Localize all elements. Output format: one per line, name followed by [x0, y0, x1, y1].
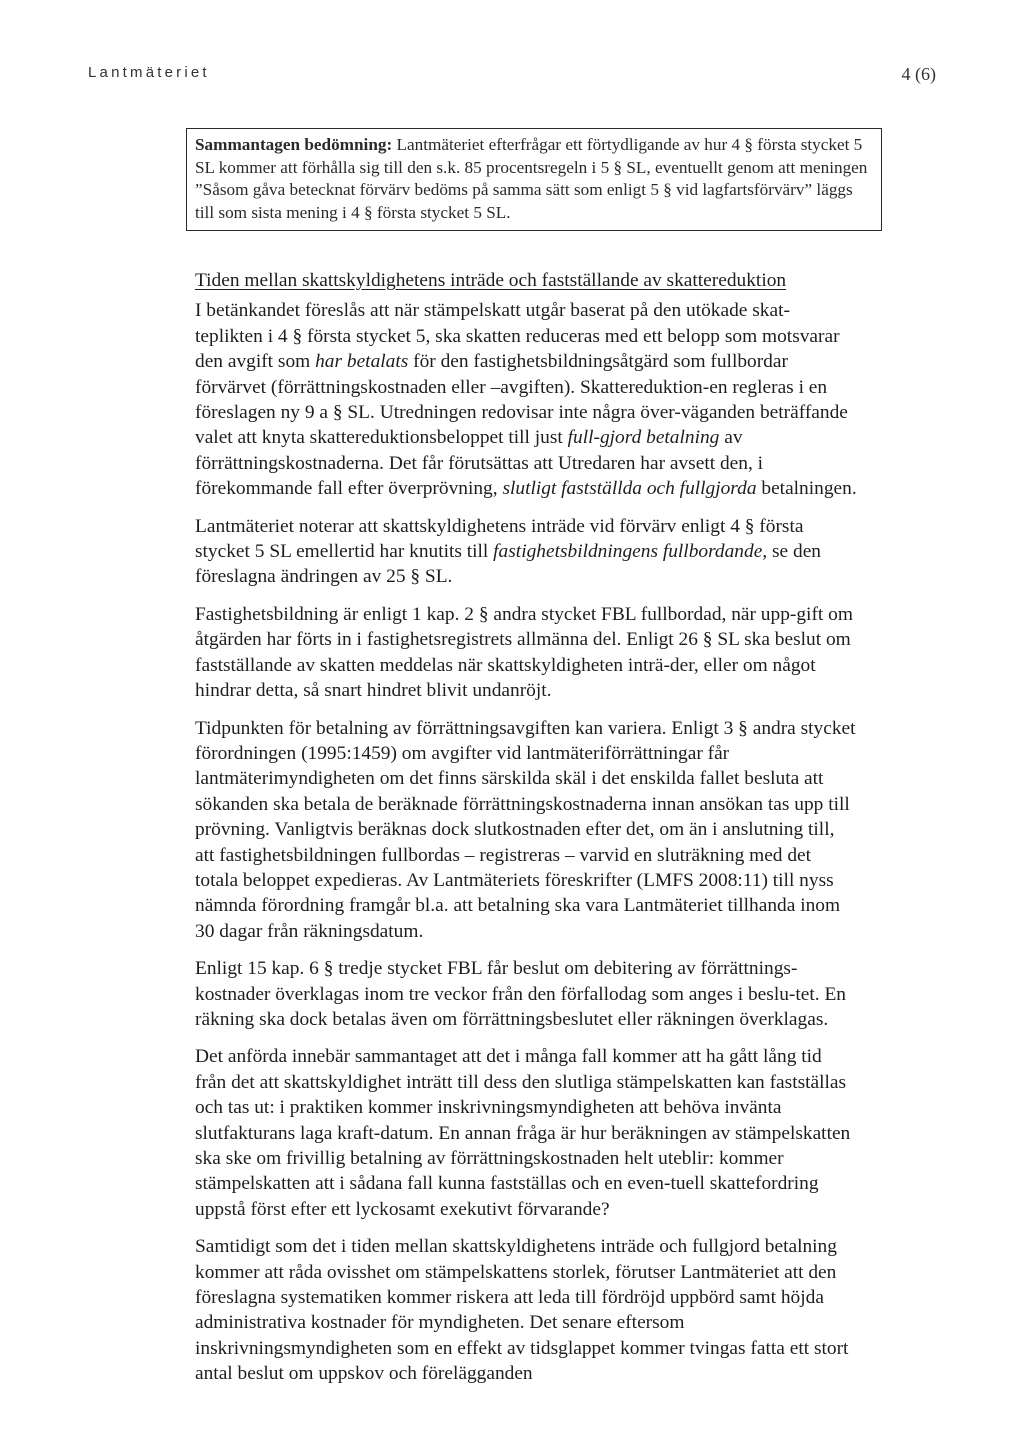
paragraph-1-text-e: av förrättningskostnaderna. Det får förutsättas att Utredaren har avsett den, i förekommande fall efter överprövning, — [195, 427, 764, 500]
paragraph-1-emphasis-b: har betalats — [315, 351, 409, 373]
paragraph-2-text-a: Lantmäteriet noterar att skattskyldighetens inträde vid förvärv enligt 4 § första stycket 5 SL emellertid har knutits till — [195, 515, 804, 563]
paragraph-2 — [195, 514, 857, 590]
paragraph-1-text-g: betalningen. — [756, 478, 857, 500]
paragraph-1-text-c: för den fastighetsbildningsåtgärd som fullbordar förvärvet (förrättningskostnaden eller –avgiften). Skattereduktion-en regleras i en föreslagen ny 9 a § SL. Utredningen redovisar inte några över-väganden beträffande valet att knyta skattereduktionsbeloppet till just — [195, 351, 848, 449]
summary-lead: Sammantagen bedömning: — [195, 135, 393, 154]
paragraph-1 — [195, 298, 857, 501]
paragraph-1-text-a: I betänkandet föreslås att när stämpelskatt utgår baserat på den utökade skat-teplikten i 4 § första stycket 5, ska skatten reduceras med ett belopp som motsvarar den avgift som — [195, 300, 840, 373]
page-header — [88, 64, 936, 90]
organization-name: Lantmäteriet — [88, 64, 210, 81]
paragraph-2-text-c: se den föreslagna ändringen av 25 § SL. — [195, 541, 822, 588]
document-body — [195, 268, 857, 1399]
paragraph-3: Fastighetsbildning är enligt 1 kap. 2 § andra stycket FBL fullbordad, när upp-gift om åtgärden har förts in i fastighetsregistrets allmänna del. Enligt 26 § SL ska beslut om fastställande av skatten meddelas när skattskyldigheten inträ-der, eller om något hindrar detta, så snart hindret blivit undanröjt. — [195, 603, 853, 702]
paragraph-1-emphasis-f: slutligt fastställda och fullgjorda — [502, 478, 757, 500]
section-heading: Tiden mellan skattskyldighetens inträde och fastställande av skattereduktion — [195, 270, 787, 291]
page-number: 4 (6) — [901, 64, 936, 84]
paragraph-5: Enligt 15 kap. 6 § tredje stycket FBL får beslut om debitering av förrättnings-kostnader överklagas inom tre veckor från den förfallodag som anges i beslu-tet. En räkning ska dock betalas även om förrättningsbeslutet eller räkningen överklagas. — [195, 958, 846, 1030]
paragraph-4: Tidpunkten för betalning av förrättningsavgiften kan variera. Enligt 3 § andra stycket förordningen (1995:1459) om avgifter vid lantmäteriförrättningar får lantmäterimyndigheten om det finns särskilda skäl i det enskilda fallet besluta att sökanden ska betala de beräknade förrättningskostnaderna innan ansökan tas upp till prövning. Vanligtvis beräknas dock slutkostnaden efter det, om än i anslutning till, att fastighetsbildningen fullbordas – registreras – varvid en sluträkning med det totala beloppet expedieras. Av Lantmäteriets föreskrifter (LMFS 2008:11) till nyss nämnda förordning framgår bl.a. att betalning ska vara Lantmäteriet tillhanda inom 30 dagar från räkningsdatum. — [195, 717, 856, 942]
summary-text: Lantmäteriet efterfrågar ett förtydligande av hur 4 § första stycket 5 SL kommer att förhålla sig till den s.k. 85 procentsregeln i 5 § SL, eventuellt genom att meningen ”Såsom gåva betecknat förvärv bedöms på samma sätt som enligt 5 § vid lagfartsförvärv” läggs till som sista mening i 4 § första stycket 5 SL. — [195, 135, 868, 222]
paragraph-1-emphasis-d: full-gjord betalning — [567, 427, 720, 449]
paragraph-7: Samtidigt som det i tiden mellan skattskyldighetens inträde och fullgjord betalning kommer att råda ovisshet om stämpelskattens storlek, förutser Lantmäteriet att den föreslagna systematiken kommer riskera att leda till fördröjd uppbörd samt höjda administrativa kostnader för myndigheten. Det senare eftersom inskrivningsmyndigheten som en effekt av tidsglappet kommer tvingas fatta ett stort antal beslut om uppskov och förelägganden — [195, 1236, 849, 1385]
summary-box — [186, 128, 882, 231]
paragraph-6: Det anförda innebär sammantaget att det i många fall kommer att ha gått lång tid från det att skattskyldighet inträtt till dess den slutliga stämpelskatten kan fastställas och tas ut: i praktiken kommer inskrivningsmyndigheten att behöva invänta slutfakturans laga kraft-datum. En annan fråga är hur beräkningen av stämpelskatten ska ske om frivillig betalning av förrättningskostnaden helt uteblir: kommer stämpelskatten att i sådana fall kunna fastställas och en even-tuell skattefordring uppstå först efter ett lyckosamt exekutivt förvarande? — [195, 1046, 851, 1220]
paragraph-2-emphasis-b: fastighetsbildningens fullbordande, — [493, 541, 768, 563]
